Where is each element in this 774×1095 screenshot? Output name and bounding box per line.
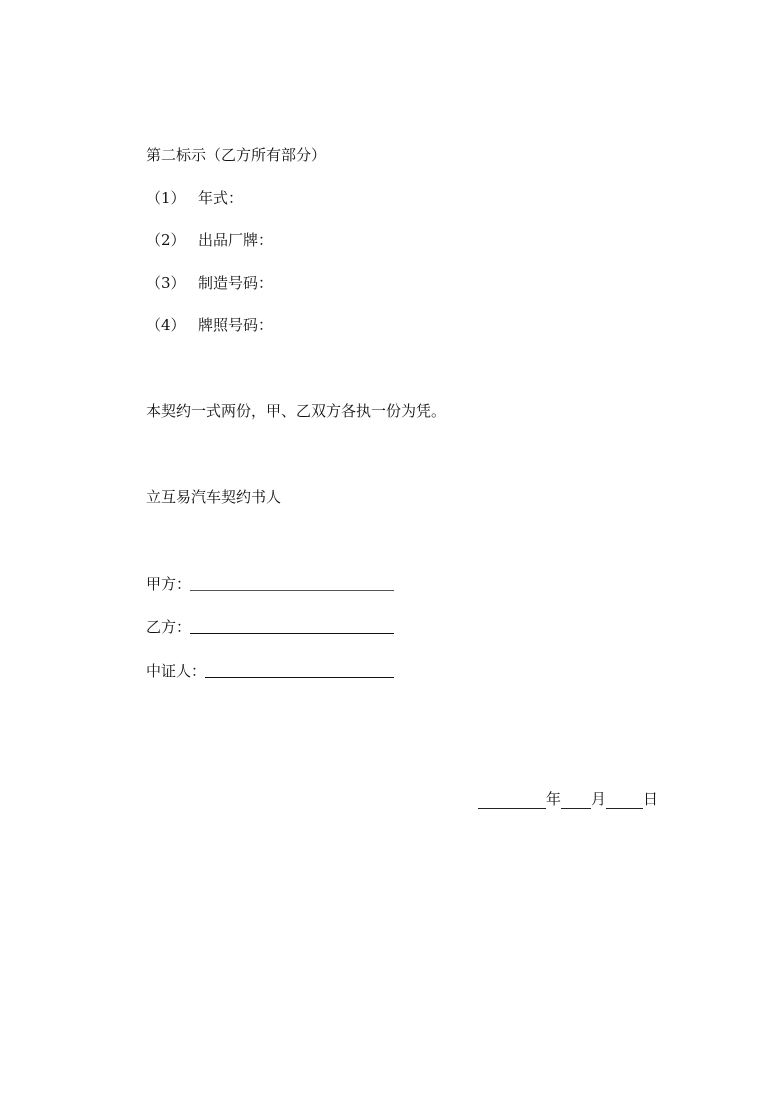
item-label: 制造号码： bbox=[198, 274, 274, 292]
item-number: （4） bbox=[146, 316, 186, 334]
day-label: 日 bbox=[643, 790, 659, 808]
party-a-label: 甲方： bbox=[146, 575, 192, 593]
day-blank bbox=[606, 792, 643, 809]
month-label: 月 bbox=[591, 790, 607, 808]
witness-signature-line bbox=[205, 677, 394, 678]
party-b-signature-line bbox=[190, 633, 394, 634]
year-blank bbox=[478, 792, 546, 809]
witness-label: 中证人： bbox=[146, 662, 207, 680]
item-label: 出品厂牌： bbox=[198, 231, 274, 249]
item-label: 年式： bbox=[198, 189, 244, 207]
item-label: 牌照号码： bbox=[198, 316, 274, 334]
date-line bbox=[478, 789, 658, 809]
item-serial-number bbox=[146, 273, 273, 293]
item-number: （2） bbox=[146, 231, 186, 249]
signatories-heading: 立互易汽车契约书人 bbox=[146, 488, 282, 506]
item-manufacturer bbox=[146, 230, 273, 250]
item-year bbox=[146, 188, 243, 208]
year-label: 年 bbox=[546, 790, 562, 808]
item-plate-number bbox=[146, 315, 273, 335]
month-blank bbox=[561, 792, 591, 809]
item-number: （3） bbox=[146, 274, 186, 292]
item-number: （1） bbox=[146, 189, 186, 207]
party-b-label: 乙方： bbox=[146, 618, 192, 636]
section-title: 第二标示（乙方所有部分） bbox=[146, 146, 327, 164]
party-a-signature-line bbox=[190, 590, 394, 591]
copies-clause: 本契约一式两份，甲、乙双方各执一份为凭。 bbox=[146, 402, 447, 420]
